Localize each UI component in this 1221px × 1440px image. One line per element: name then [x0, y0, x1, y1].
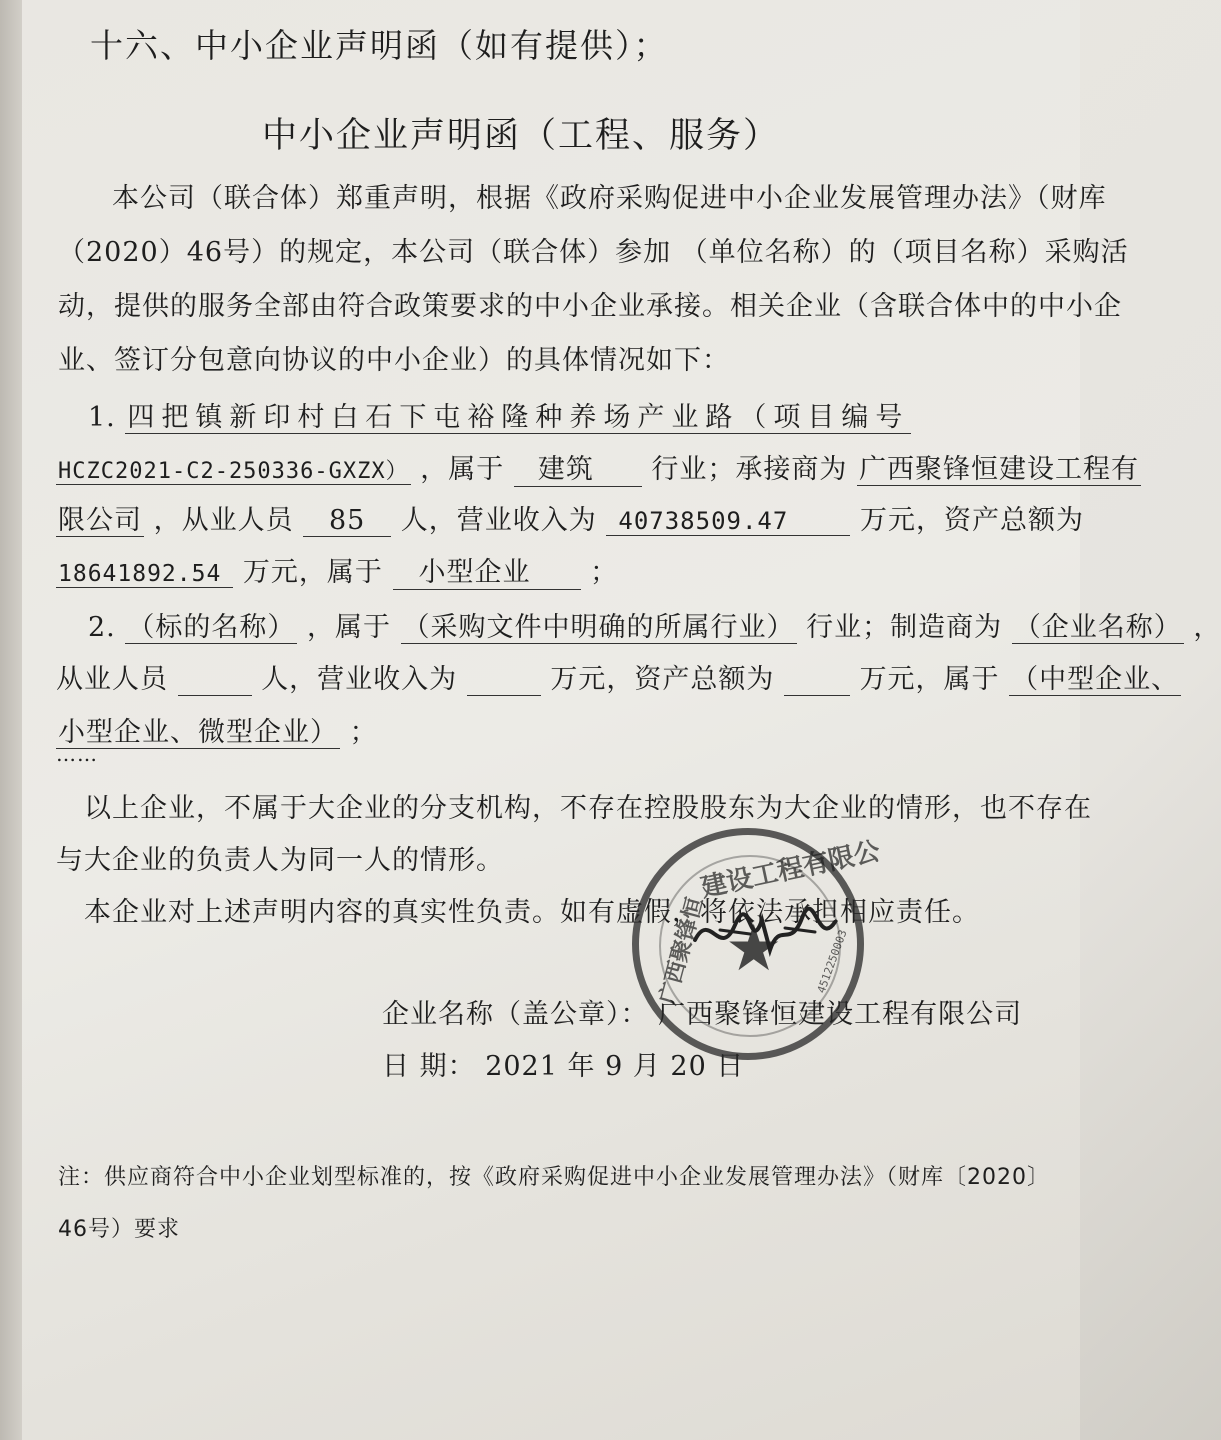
item2-staff-label: 从业人员: [56, 664, 168, 695]
item2-staff-unit: 人，营业收入为: [261, 664, 458, 695]
item2-belongs: ，属于: [306, 612, 391, 643]
item2-number: 2.: [88, 612, 116, 643]
item1-revenue-unit: 万元，资产总额为: [859, 505, 1084, 536]
document-title: 中小企业声明函（工程、服务）: [262, 116, 781, 156]
item2-assets-unit: 万元，属于: [859, 664, 1000, 695]
seal-code: 4512250003: [814, 928, 850, 995]
item2-staff-blank: [178, 664, 252, 696]
statement-line-2: 与大企业的负责人为同一人的情形。: [56, 845, 504, 876]
item1-industry: 建筑: [514, 447, 642, 487]
item1-company-part-a: 广西聚锋恒建设工程有: [859, 454, 1140, 485]
item1-assets: 18641892.54: [56, 561, 233, 588]
item1-line-3: [56, 498, 1084, 537]
statement-line-3: 本企业对上述声明内容的真实性负责。如有虚假，将依法承担相应责任。: [84, 897, 980, 928]
item1-line-4: [56, 550, 618, 590]
item1-staff: 85: [303, 505, 391, 537]
ellipsis: ……: [56, 742, 98, 766]
intro-line-3: 动，提供的服务全部由符合政策要求的中小企业承接。相关企业（含联合体中的中小企: [58, 291, 1122, 322]
seal-text-top: 建设工程有限公: [698, 836, 883, 904]
item2-maker: （企业名称）: [1013, 612, 1182, 643]
page-binding-edge: [0, 0, 22, 1440]
date-value: 2021 年 9 月 20 日: [485, 1051, 745, 1082]
item1-staff-label: ，从业人员: [153, 505, 294, 536]
item2-revenue-unit: 万元，资产总额为: [550, 664, 775, 695]
item2-line-1: [88, 605, 1221, 644]
intro-line-2: （2020）46号）的规定，本公司（联合体）参加 （单位名称）的（项目名称）采购活: [58, 237, 1129, 268]
item1-project-code: HCZC2021-C2-250336-GXZX）: [58, 459, 409, 484]
intro-line-4: 业、签订分包意向协议的中小企业）的具体情况如下：: [58, 345, 730, 376]
item2-assets-blank: [784, 664, 850, 696]
note-line-1: 注：供应商符合中小企业划型标准的，按《政府采购促进中小企业发展管理办法》（财库〔2020〕: [58, 1165, 1050, 1190]
date-row: [382, 1044, 744, 1083]
intro-line-1: 本公司（联合体）郑重声明，根据《政府采购促进中小企业发展管理办法》（财库: [112, 183, 1107, 214]
date-label: 日 期：: [382, 1051, 476, 1082]
item1-industry-suffix: 行业；承接商为: [651, 454, 848, 485]
item2-line-2: [56, 657, 1181, 696]
seal-text-left: 广西聚锋恒: [655, 894, 709, 1008]
item2-comma: ，: [1193, 612, 1221, 643]
item1-end: ；: [590, 557, 619, 588]
item1-belongs: ，属于: [420, 454, 505, 485]
item2-end: ；: [349, 717, 378, 748]
item1-enterprise-type: 小型企业: [393, 550, 581, 590]
item1-number: 1.: [88, 402, 116, 433]
note-line-2: 46号）要求: [58, 1217, 180, 1242]
item1-staff-unit: 人，营业收入为: [400, 505, 597, 536]
item2-type-part-b: 小型企业、微型企业）: [58, 717, 338, 748]
signature: [690, 900, 840, 970]
item2-line-3: [56, 710, 378, 749]
item1-revenue: 40738509.47: [606, 507, 850, 536]
item2-industry: （采购文件中明确的所属行业）: [402, 612, 795, 643]
section-heading: 十六、中小企业声明函（如有提供）；: [90, 26, 669, 65]
item1-line-1: [88, 395, 911, 434]
item2-name: （标的名称）: [127, 612, 296, 643]
item2-type-part-a: （中型企业、: [1011, 664, 1180, 695]
item1-project: 四把镇新印村白石下屯裕隆种养场产业路（项目编号: [127, 402, 910, 433]
seal-star-icon: ★: [725, 912, 783, 986]
item1-company-part-b: 限公司: [58, 505, 142, 536]
item2-revenue-blank: [467, 664, 541, 696]
company-label: 企业名称（盖公章）：: [382, 999, 649, 1030]
item2-maker-label: 行业；制造商为: [806, 612, 1003, 643]
statement-line-1: 以上企业，不属于大企业的分支机构，不存在控股股东为大企业的情形，也不存在: [84, 793, 1092, 824]
item1-assets-unit: 万元，属于: [242, 557, 383, 588]
company-name: 广西聚锋恒建设工程有限公司: [658, 999, 1023, 1030]
item1-line-2: [56, 447, 1141, 487]
